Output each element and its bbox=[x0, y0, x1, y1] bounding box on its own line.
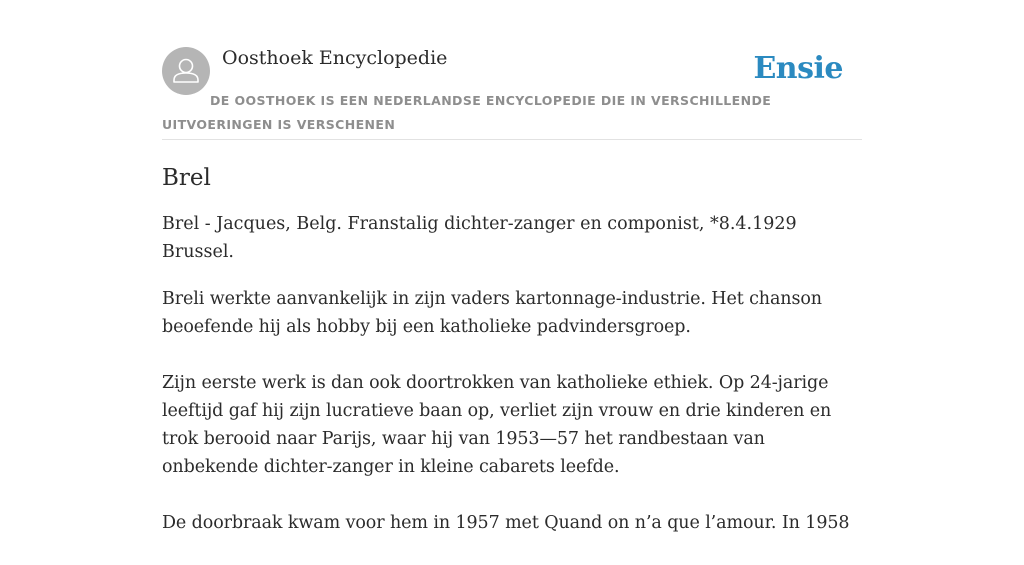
article-lead: Brel - Jacques, Belg. Franstalig dichter-zanger en componist, *8.4.1929 Brussel. bbox=[162, 214, 797, 262]
brand-logo[interactable]: Ensie bbox=[753, 51, 843, 86]
article-paragraph: Breli werkte aanvankelijk in zijn vaders kartonnage-industrie. Het chanson beoefende hij als hobby bij een katholieke padvindersgroep. bbox=[162, 289, 822, 337]
article bbox=[162, 160, 862, 565]
article-paragraph: De doorbraak kwam voor hem in 1957 met Quand on n’a que l’amour. In 1958 bbox=[162, 513, 850, 533]
source-name-link[interactable]: Oosthoek Encyclopedie bbox=[222, 47, 448, 69]
user-icon bbox=[162, 47, 210, 95]
article-paragraph: Zijn eerste werk is dan ook doortrokken van katholieke ethiek. Op 24-jarige leeftijd gaf hij zijn lucratieve baan op, verliet zijn vrouw en drie kinderen en trok berooid naar Parijs, waar hij van 1953—57 het randbestaan van onbekende dichter-zanger in kleine cabarets leefde. bbox=[162, 373, 832, 477]
source-tagline: DE OOSTHOEK IS EEN NEDERLANDSE ENCYCLOPEDIE DIE IN VERSCHILLENDE UITVOERINGEN IS VERSCHENEN bbox=[162, 93, 772, 132]
source-header bbox=[162, 0, 862, 140]
article-title: Brel bbox=[162, 165, 211, 191]
source-avatar[interactable] bbox=[162, 47, 210, 95]
